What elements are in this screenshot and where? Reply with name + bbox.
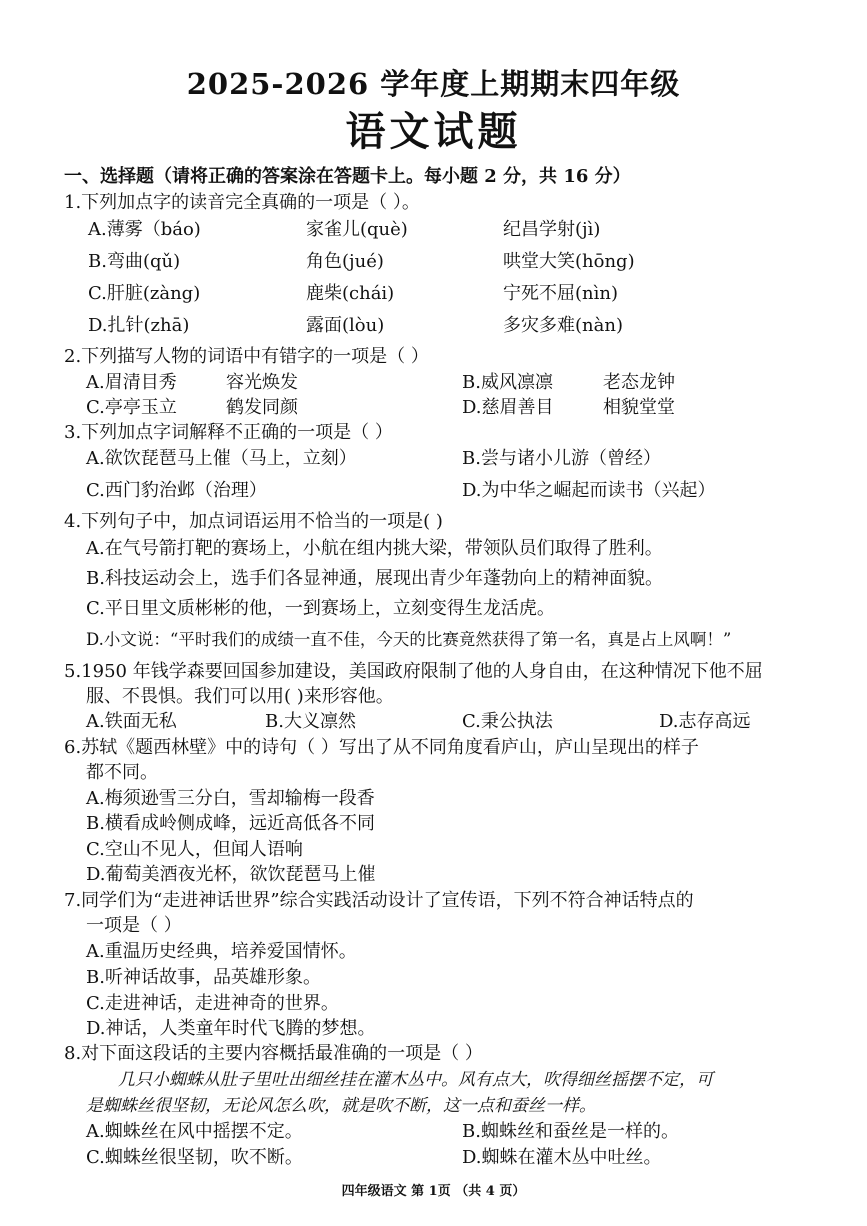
q4-option-d: D.小文说：“平时我们的成绩一直不佳，今天的比赛竟然获得了第一名，真是占上风啊！”	[86, 630, 732, 649]
q2-option-a: A.眉清目秀	[86, 372, 177, 393]
q2-stem: 2.下列描写人物的词语中有错字的一项是（ ）	[64, 346, 429, 367]
q8-passage-line1: 几只小蜘蛛从肚子里吐出细丝挂在灌木丛中。风有点大，吹得细丝摇摆不定，可	[118, 1070, 713, 1090]
q6-stem-line2: 都不同。	[86, 762, 158, 783]
page-footer: 四年级语文 第 1页 （共 4 页）	[341, 1184, 526, 1199]
q1-option: D.扎针(zhā)	[88, 315, 190, 336]
q8-option-c: C.蜘蛛丝很坚韧，吹不断。	[86, 1147, 303, 1168]
q7-stem-line2: 一项是（ ）	[86, 915, 182, 936]
q2-option-b2: 老态龙钟	[603, 372, 675, 393]
q3-option-a: A.欲饮琵琶马上催（马上，立刻）	[86, 448, 357, 469]
q2-option-d2: 相貌堂堂	[603, 397, 675, 418]
q3-stem: 3.下列加点字词解释不正确的一项是（ ）	[64, 422, 393, 443]
q6-option-c: C.空山不见人，但闻人语响	[86, 839, 303, 860]
q8-passage-line2: 是蜘蛛丝很坚韧，无论风怎么吹，就是吹不断，这一点和蚕丝一样。	[86, 1096, 596, 1116]
q7-stem-line1: 7.同学们为“走进神话世界”综合实践活动设计了宣传语，下列不符合神话特点的	[64, 890, 694, 911]
q1-option: 角色(jué)	[306, 251, 384, 272]
q1-option: 鹿柴(chái)	[306, 283, 395, 304]
q4-stem: 4.下列句子中，加点词语运用不恰当的一项是( )	[64, 511, 443, 532]
section-heading: 一、选择题（请将正确的答案涂在答题卡上。每小题 2 分，共 16 分）	[64, 166, 631, 187]
q5-stem-line2: 服、不畏惧。我们可以用( )来形容他。	[86, 686, 394, 707]
q1-option: A.薄雾（báo)	[88, 219, 201, 240]
exam-term-heading: 2025-2026 学年度上期期末四年级	[186, 67, 681, 101]
q4-option-a: A.在气号箭打靶的赛场上，小航在组内挑大梁，带领队员们取得了胜利。	[86, 538, 663, 559]
q1-option: 露面(lòu)	[306, 315, 385, 336]
q1-option: 哄堂大笑(hōng)	[503, 251, 635, 272]
q3-option-c: C.西门豹治邺（治理）	[86, 480, 267, 501]
q5-option-d: D.志存高远	[659, 711, 751, 732]
q1-option: 纪昌学射(jì)	[503, 219, 601, 240]
q2-option-c2: 鹤发同颜	[226, 397, 298, 418]
q6-stem-line1: 6.苏轼《题西林壁》中的诗句（ ）写出了从不同角度看庐山，庐山呈现出的样子	[64, 737, 699, 758]
q2-option-d: D.慈眉善目	[462, 397, 554, 418]
q1-option: 家雀儿(què)	[306, 219, 408, 240]
q1-option: 多灾多难(nàn)	[503, 315, 623, 336]
q2-option-b: B.威风凛凛	[462, 372, 553, 393]
q3-option-d: D.为中华之崛起而读书（兴起）	[462, 480, 716, 501]
q1-option: 宁死不屈(nìn)	[503, 283, 618, 304]
q1-option: C.肝脏(zàng)	[88, 283, 201, 304]
exam-title: 语文试题	[345, 108, 522, 155]
q7-option-d: D.神话，人类童年时代飞腾的梦想。	[86, 1018, 376, 1039]
q8-option-d: D.蜘蛛在灌木丛中吐丝。	[462, 1147, 662, 1168]
q8-stem: 8.对下面这段话的主要内容概括最准确的一项是（ ）	[64, 1043, 483, 1064]
q4-option-c: C.平日里文质彬彬的他，一到赛场上，立刻变得生龙活虎。	[86, 598, 555, 619]
q6-option-a: A.梅须逊雪三分白，雪却输梅一段香	[86, 788, 375, 809]
q5-option-a: A.铁面无私	[86, 711, 177, 732]
q1-stem: 1.下列加点字的读音完全真确的一项是（ ）。	[64, 192, 420, 213]
q7-option-b: B.听神话故事，品英雄形象。	[86, 967, 321, 988]
q5-option-c: C.秉公执法	[462, 711, 553, 732]
q6-option-b: B.横看成岭侧成峰，远近高低各不同	[86, 813, 375, 834]
q7-option-a: A.重温历史经典，培养爱国情怀。	[86, 941, 357, 962]
q2-option-c: C.亭亭玉立	[86, 397, 177, 418]
q5-stem-line1: 5.1950 年钱学森要回国参加建设，美国政府限制了他的人身自由，在这种情况下他不屈	[64, 661, 763, 682]
q1-option: B.弯曲(qǔ)	[88, 251, 181, 272]
q5-option-b: B.大义凛然	[265, 711, 356, 732]
q2-option-a2: 容光焕发	[226, 372, 298, 393]
q8-option-b: B.蜘蛛丝和蚕丝是一样的。	[462, 1121, 679, 1142]
q8-option-a: A.蜘蛛丝在风中摇摆不定。	[86, 1121, 303, 1142]
q6-option-d: D.葡萄美酒夜光杯，欲饮琵琶马上催	[86, 864, 376, 885]
q7-option-c: C.走进神话，走进神奇的世界。	[86, 993, 339, 1014]
q4-option-b: B.科技运动会上，选手们各显神通，展现出青少年蓬勃向上的精神面貌。	[86, 568, 663, 589]
q3-option-b: B.尝与诸小儿游（曾经）	[462, 448, 661, 469]
